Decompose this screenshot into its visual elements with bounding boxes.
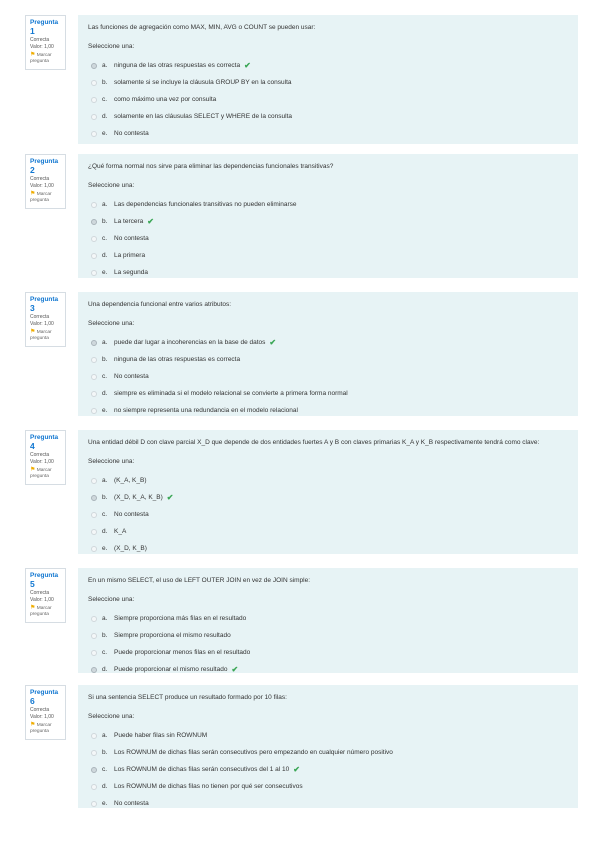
- answer-radio[interactable]: [91, 801, 97, 807]
- flag-label: Marcar pregunta: [30, 468, 52, 479]
- question-number-value: 1: [30, 26, 35, 36]
- flag-question-link[interactable]: [30, 329, 61, 342]
- answer-text: Siempre proporciona más filas en el resultado: [114, 615, 247, 622]
- question-text: ¿Qué forma normal nos sirve para eliminar las dependencias funcionales transitivas?: [88, 163, 334, 170]
- answer-text: Puede proporcionar menos filas en el resultado: [114, 649, 251, 656]
- answer-text: solamente en las cláusulas SELECT y WHERE de la consulta: [114, 113, 292, 120]
- flag-label: Marcar pregunta: [30, 53, 52, 64]
- question-text: En un mismo SELECT, el uso de LEFT OUTER JOIN en vez de JOIN simple:: [88, 577, 311, 584]
- flag-label: Marcar pregunta: [30, 330, 52, 341]
- answer-radio[interactable]: [91, 270, 97, 276]
- answer-letter: d.: [102, 666, 108, 673]
- question-info: [25, 430, 66, 485]
- question-value: Valor: 1,00: [30, 714, 54, 720]
- answer-text: La tercera: [114, 218, 144, 225]
- question-value: Valor: 1,00: [30, 183, 54, 189]
- answer-text: K_A: [114, 528, 127, 535]
- answer-letter: d.: [102, 390, 108, 397]
- answer-radio[interactable]: [91, 131, 97, 137]
- question-number: [30, 158, 61, 176]
- answer-letter: a.: [102, 339, 108, 346]
- answer-option[interactable]: [88, 230, 568, 247]
- question-status: Correcta: [30, 176, 50, 182]
- answer-text: No contesta: [114, 800, 149, 807]
- answer-radio[interactable]: [91, 253, 97, 259]
- question-number-label: Pregunta: [30, 158, 59, 165]
- answer-option[interactable]: [88, 761, 568, 778]
- answer-letter: b.: [102, 632, 108, 639]
- answer-radio[interactable]: [91, 391, 97, 397]
- answer-option[interactable]: [88, 402, 568, 419]
- answer-prompt: Seleccione una:: [88, 320, 135, 327]
- flag-label: Marcar pregunta: [30, 723, 52, 734]
- answer-letter: c.: [102, 96, 108, 103]
- answer-text: puede dar lugar a incoherencias en la base de datos: [114, 339, 266, 346]
- flag-icon: ⚑: [30, 191, 36, 197]
- answer-letter: a.: [102, 62, 108, 69]
- correct-check-icon: ✔: [231, 665, 239, 674]
- question-value: Valor: 1,00: [30, 44, 54, 50]
- answer-option[interactable]: [88, 264, 568, 281]
- answer-text: como máximo una vez por consulta: [114, 96, 217, 103]
- answer-letter: c.: [102, 649, 108, 656]
- answer-option[interactable]: [88, 744, 568, 761]
- answer-letter: a.: [102, 615, 108, 622]
- answer-radio[interactable]: [91, 340, 97, 346]
- answer-letter: c.: [102, 235, 108, 242]
- answer-text: Las dependencias funcionales transitivas no pueden eliminarse: [114, 201, 297, 208]
- answer-letter: d.: [102, 113, 108, 120]
- question-text: Una dependencia funcional entre varios atributos:: [88, 301, 232, 308]
- answer-option[interactable]: [88, 644, 568, 661]
- answer-radio[interactable]: [91, 114, 97, 120]
- question-number: [30, 296, 61, 314]
- answer-letter: d.: [102, 783, 108, 790]
- flag-icon: ⚑: [30, 329, 36, 335]
- answer-option[interactable]: [88, 506, 568, 523]
- answer-radio[interactable]: [91, 616, 97, 622]
- question-block: [25, 15, 578, 144]
- answer-text: Puede proporcionar el mismo resultado: [114, 666, 228, 673]
- question-text: Las funciones de agregación como MAX, MIN, AVG o COUNT se pueden usar:: [88, 24, 316, 31]
- answer-radio[interactable]: [91, 219, 97, 225]
- question-number-label: Pregunta: [30, 689, 59, 696]
- answer-option[interactable]: [88, 610, 568, 627]
- question-number-value: 6: [30, 696, 35, 706]
- question-block: [25, 568, 578, 673]
- answer-radio[interactable]: [91, 374, 97, 380]
- question-value: Valor: 1,00: [30, 597, 54, 603]
- answer-radio[interactable]: [91, 202, 97, 208]
- answer-letter: b.: [102, 79, 108, 86]
- question-value: Valor: 1,00: [30, 459, 54, 465]
- answer-letter: a.: [102, 732, 108, 739]
- answer-radio[interactable]: [91, 80, 97, 86]
- answer-text: Los ROWNUM de dichas filas serán consecutivos pero empezando en cualquier número positivo: [114, 749, 393, 756]
- answer-text: ninguna de las otras respuestas es correcta: [114, 62, 241, 69]
- question-content: [78, 430, 578, 554]
- answer-text: Puede haber filas sin ROWNUM: [114, 732, 208, 739]
- answer-option[interactable]: [88, 368, 568, 385]
- answer-letter: e.: [102, 800, 108, 807]
- answer-option[interactable]: [88, 213, 568, 230]
- question-info: [25, 568, 66, 623]
- answer-letter: c.: [102, 373, 108, 380]
- answer-letter: d.: [102, 528, 108, 535]
- flag-question-link[interactable]: [30, 605, 61, 618]
- answer-radio[interactable]: [91, 546, 97, 552]
- question-number: [30, 434, 61, 452]
- answer-text: ninguna de las otras respuestas es correcta: [114, 356, 241, 363]
- answer-letter: e.: [102, 130, 108, 137]
- flag-question-link[interactable]: [30, 467, 61, 480]
- answer-option[interactable]: [88, 247, 568, 264]
- correct-check-icon: ✔: [166, 493, 174, 502]
- answer-option[interactable]: [88, 627, 568, 644]
- answer-prompt: Seleccione una:: [88, 43, 135, 50]
- question-block: [25, 292, 578, 416]
- question-number-label: Pregunta: [30, 434, 59, 441]
- answer-radio[interactable]: [91, 733, 97, 739]
- answer-text: No contesta: [114, 130, 149, 137]
- question-content: [78, 685, 578, 808]
- correct-check-icon: ✔: [293, 765, 300, 774]
- answer-text: Los ROWNUM de dichas filas no tienen por qué ser consecutivos: [114, 783, 303, 790]
- question-number-label: Pregunta: [30, 296, 59, 303]
- answer-radio[interactable]: [91, 650, 97, 656]
- answer-text: siempre es eliminada si el modelo relacional se convierte a primera forma normal: [114, 390, 348, 397]
- answer-option[interactable]: [88, 661, 568, 678]
- answer-letter: e.: [102, 407, 108, 414]
- question-number-value: 4: [30, 441, 35, 451]
- answer-letter: a.: [102, 477, 108, 484]
- question-value: Valor: 1,00: [30, 321, 54, 327]
- question-info: [25, 292, 66, 347]
- answer-radio[interactable]: [91, 529, 97, 535]
- question-status: Correcta: [30, 590, 50, 596]
- answer-option[interactable]: [88, 196, 568, 213]
- answer-letter: a.: [102, 201, 108, 208]
- answer-letter: c.: [102, 511, 108, 518]
- answer-prompt: Seleccione una:: [88, 458, 135, 465]
- question-content: [78, 154, 578, 278]
- answer-radio[interactable]: [91, 512, 97, 518]
- answer-option[interactable]: [88, 385, 568, 402]
- correct-check-icon: ✔: [147, 217, 154, 226]
- answer-text: Los ROWNUM de dichas filas serán consecutivos del 1 al 10: [114, 766, 290, 773]
- answer-text: No contesta: [114, 235, 149, 242]
- answer-prompt: Seleccione una:: [88, 596, 135, 603]
- answer-option[interactable]: [88, 125, 568, 142]
- answer-radio[interactable]: [91, 633, 97, 639]
- flag-question-link[interactable]: [30, 52, 61, 65]
- question-number-value: 2: [30, 165, 35, 175]
- question-block: [25, 154, 578, 278]
- question-block: [25, 685, 578, 808]
- flag-icon: ⚑: [30, 722, 36, 728]
- answer-prompt: Seleccione una:: [88, 713, 135, 720]
- answer-letter: b.: [102, 218, 108, 225]
- answer-text: No contesta: [114, 511, 149, 518]
- answer-text: Siempre proporciona el mismo resultado: [114, 632, 231, 639]
- answer-text: (X_D, K_A, K_B): [114, 494, 163, 501]
- answer-letter: b.: [102, 749, 108, 756]
- answer-option[interactable]: [88, 795, 568, 812]
- flag-icon: ⚑: [30, 605, 36, 611]
- question-number: [30, 19, 61, 37]
- answer-option[interactable]: [88, 472, 568, 489]
- correct-check-icon: ✔: [269, 338, 277, 347]
- answer-text: No contesta: [114, 373, 149, 380]
- answer-option[interactable]: [88, 57, 568, 74]
- flag-question-link[interactable]: [30, 191, 61, 204]
- answer-radio[interactable]: [91, 767, 97, 773]
- question-text: Si una sentencia SELECT produce un resultado formado por 10 filas:: [88, 694, 287, 701]
- answer-option[interactable]: [88, 727, 568, 744]
- answer-radio[interactable]: [91, 495, 97, 501]
- answer-option[interactable]: [88, 334, 568, 351]
- answer-letter: b.: [102, 494, 108, 501]
- flag-label: Marcar pregunta: [30, 192, 52, 203]
- question-status: Correcta: [30, 452, 50, 458]
- answer-radio[interactable]: [91, 236, 97, 242]
- answer-radio[interactable]: [91, 97, 97, 103]
- question-content: [78, 568, 578, 673]
- answer-radio[interactable]: [91, 357, 97, 363]
- answer-radio[interactable]: [91, 667, 97, 673]
- answer-letter: c.: [102, 766, 108, 773]
- answer-radio[interactable]: [91, 750, 97, 756]
- answer-option[interactable]: [88, 108, 568, 125]
- question-number-value: 3: [30, 303, 35, 313]
- answer-text: no siempre representa una redundancia en el modelo relacional: [114, 407, 298, 414]
- question-content: [78, 292, 578, 416]
- answer-option[interactable]: [88, 489, 568, 506]
- flag-label: Marcar pregunta: [30, 606, 52, 617]
- answer-letter: b.: [102, 356, 108, 363]
- answer-option[interactable]: [88, 351, 568, 368]
- question-text: Una entidad débil D con clave parcial X_D que depende de dos entidades fuertes A y B con claves primarias K_A y K_B respectivamente tendrá como clave:: [88, 439, 540, 446]
- answer-text: La segunda: [114, 269, 148, 276]
- question-number: [30, 572, 61, 590]
- answer-option[interactable]: [88, 523, 568, 540]
- answer-text: La primera: [114, 252, 146, 259]
- flag-icon: ⚑: [30, 52, 36, 58]
- question-block: [25, 430, 578, 554]
- question-info: [25, 15, 66, 70]
- answer-letter: e.: [102, 269, 108, 276]
- correct-check-icon: ✔: [244, 61, 251, 70]
- answer-option[interactable]: [88, 91, 568, 108]
- flag-icon: ⚑: [30, 467, 36, 473]
- answer-radio[interactable]: [91, 408, 97, 414]
- answer-option[interactable]: [88, 74, 568, 91]
- answer-option[interactable]: [88, 540, 568, 557]
- question-info: [25, 154, 66, 209]
- answer-letter: d.: [102, 252, 108, 259]
- question-number: [30, 689, 61, 707]
- question-status: Correcta: [30, 37, 50, 43]
- answer-text: (K_A, K_B): [114, 477, 147, 484]
- answer-text: solamente si se incluye la cláusula GROUP BY en la consulta: [114, 79, 292, 86]
- question-content: [78, 15, 578, 144]
- answer-text: (X_D, K_B): [114, 545, 147, 552]
- answer-letter: e.: [102, 545, 108, 552]
- question-status: Correcta: [30, 707, 50, 713]
- answer-radio[interactable]: [91, 784, 97, 790]
- answer-option[interactable]: [88, 778, 568, 795]
- question-number-label: Pregunta: [30, 572, 59, 579]
- question-number-value: 5: [30, 579, 35, 589]
- answer-radio[interactable]: [91, 63, 97, 69]
- flag-question-link[interactable]: [30, 722, 61, 735]
- question-info: [25, 685, 66, 740]
- question-status: Correcta: [30, 314, 50, 320]
- answer-prompt: Seleccione una:: [88, 182, 135, 189]
- question-number-label: Pregunta: [30, 19, 59, 26]
- answer-radio[interactable]: [91, 478, 97, 484]
